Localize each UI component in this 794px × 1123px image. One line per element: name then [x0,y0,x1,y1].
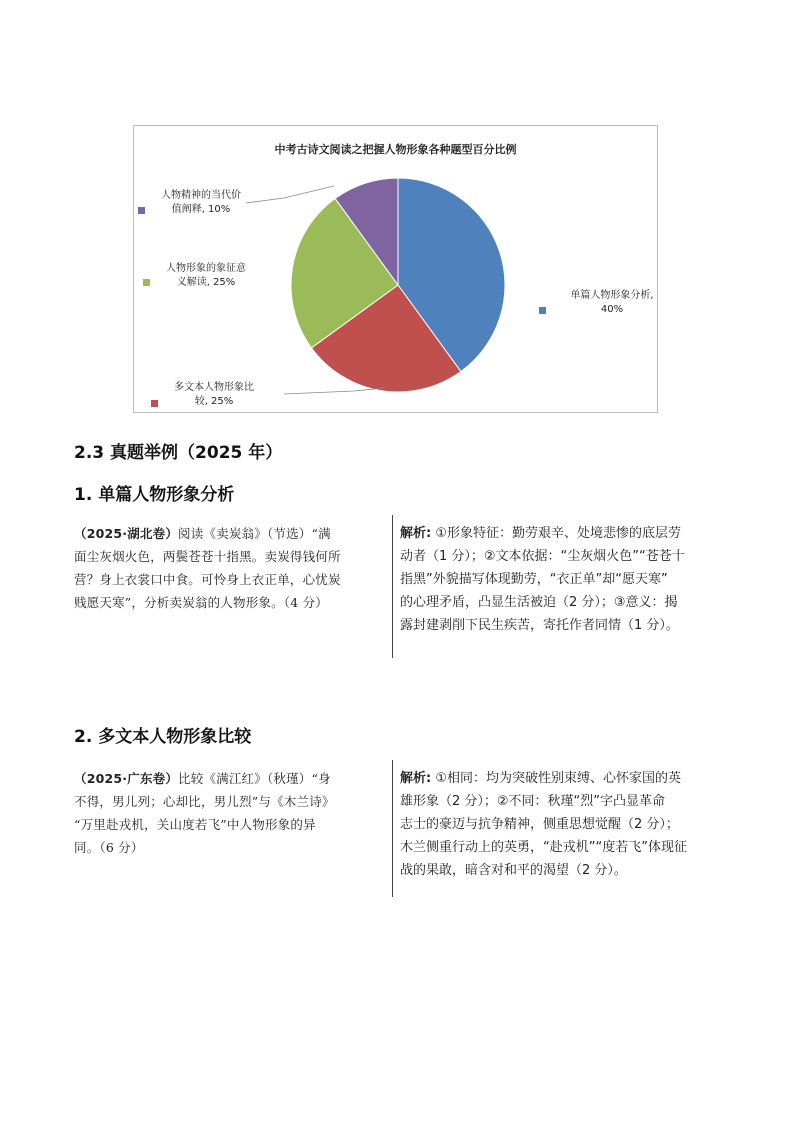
answer-line: 雄形象（2 分）；②不同：秋瑾“烈”字凸显革命 [400,794,666,809]
answer-line: 战的果敢，暗含对和平的渴望（2 分）。 [400,863,627,878]
example-2-question [74,767,384,859]
answer-line: ①相同：均为突破性别束缚、心怀家国的英 [431,771,681,786]
legend-label-line: 单篇人物形象分析, [570,290,654,301]
leader-line-multi [284,388,384,394]
legend-label-single [552,289,672,317]
answer-line: 露封建剥削下民生疾苦，寄托作者同情（1 分）。 [400,618,679,633]
example-2-answer [400,767,728,882]
legend-label-line: 人物形象的象征意 [166,263,246,274]
legend-label-line: 40% [600,304,624,315]
example-1-answer [400,522,728,637]
legend-label-line: 义解读, 25% [176,277,236,288]
legend-label-line: 人物精神的当代价 [161,190,241,201]
answer-line: 的心理矛盾，凸显生活被迫（2 分）；③意义：揭 [400,595,678,610]
answer-line: 动者（1 分）；②文本依据：“尘灰烟火色”“苍苍十 [400,549,685,564]
leader-line-modern [246,186,334,203]
legend-swatch-symbolic [143,279,150,286]
legend-label-line: 值阐释, 10% [171,204,231,215]
question-line: 面尘灰烟火色，两鬓苍苍十指黑。卖炭得钱何所 [74,549,341,564]
answer-line: 木兰侧重行动上的英勇，“赴戎机”“度若飞”体现征 [400,840,687,855]
example-1-heading: 1. 单篇人物形象分析 [74,485,235,505]
answer-label: 解析: [400,526,432,541]
legend-label-modern [149,189,253,217]
legend-label-symbolic [154,262,258,290]
pie-chart [133,125,658,413]
chart-title: 中考古诗文阅读之把握人物形象各种题型百分比例 [274,143,517,156]
legend-swatch-multi [151,400,158,407]
question-line: 比较《满江红》（秋瑾）“身 [178,771,331,786]
example-1-question [74,522,384,614]
question-line: 贱愿天寒”，分析卖炭翁的人物形象。（4 分） [74,595,328,610]
column-divider [392,515,393,658]
question-line: 阅读《卖炭翁》（节选）“满 [178,526,331,541]
answer-line: 志士的豪迈与抗争精神，侧重思想觉醒（2 分）； [400,817,679,832]
legend-label-multi [162,381,266,409]
question-source: （2025·广东卷） [74,771,179,786]
question-line: 营？身上衣裳口中食。可怜身上衣正单，心忧炭 [74,572,341,587]
column-divider [392,760,393,897]
question-line: “万里赴戎机，关山度若飞”中人物形象的异 [74,817,316,832]
legend-label-line: 多文本人物形象比 [174,382,254,393]
legend-swatch-modern [138,207,145,214]
question-source: （2025·湖北卷） [74,526,179,541]
legend-swatch-single [539,307,546,314]
question-line: 同。（6 分） [74,840,144,855]
section-heading: 2.3 真题举例（2025 年） [74,443,283,463]
example-2-heading: 2. 多文本人物形象比较 [74,727,252,747]
answer-label: 解析: [400,771,432,786]
legend-label-line: 较, 25% [194,396,234,407]
question-line: 不得，男儿列；心却比，男儿烈”与《木兰诗》 [74,794,335,809]
answer-line: ①形象特征：勤劳艰辛、处境悲惨的底层劳 [431,526,681,541]
answer-line: 指黑”外貌描写体现勤劳，“衣正单”却“愿天寒” [400,572,668,587]
